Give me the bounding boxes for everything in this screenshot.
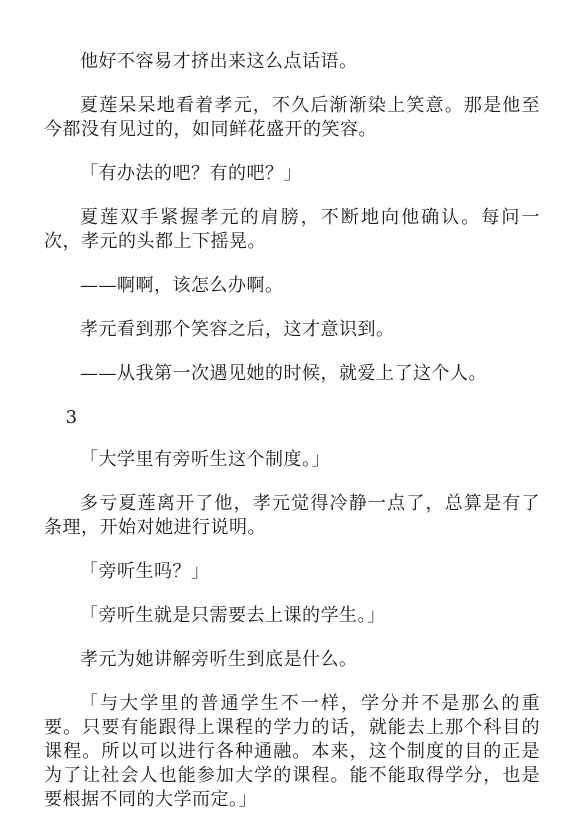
paragraph: 孝元看到那个笑容之后，这才意识到。 [80, 319, 395, 340]
inner-monologue: ——啊啊，该怎么办啊。 [80, 275, 284, 296]
paragraph: 夏莲双手紧握孝元的肩膀，不断地向他确认。每问一次，孝元的头都上下摇晃。 [44, 207, 540, 252]
paragraph: 夏莲呆呆地看着孝元，不久后渐渐染上笑意。那是他至今都没有见过的，如同鲜花盛开的笑容。 [44, 95, 540, 140]
dialogue-line: 「有办法的吧？有的吧？」 [80, 163, 302, 184]
inner-monologue: ——从我第一次遇见她的时候，就爱上了这个人。 [80, 363, 487, 384]
section-number: 3 [65, 407, 78, 428]
paragraph: 他好不容易才挤出来这么点话语。 [80, 51, 358, 72]
dialogue-line: 「与大学里的普通学生不一样，学分并不是那么的重要。只要有能跟得上课程的学力的话，就能去上那个科目的课程。所以可以进行各种通融。本来，这个制度的目的正是为了让社会人也能参加大学的课程。能不能取得学分，也是要根据不同的大学而定。」 [44, 693, 540, 810]
document-page [44, 50, 540, 832]
paragraph: 孝元为她讲解旁听生到底是什么。 [80, 649, 358, 670]
dialogue-line: 「旁听生吗？」 [80, 561, 210, 582]
paragraph: 多亏夏莲离开了他，孝元觉得冷静一点了，总算是有了条理，开始对她进行说明。 [44, 493, 540, 538]
dialogue-line: 「大学里有旁听生这个制度。」 [80, 449, 330, 470]
dialogue-line: 「旁听生就是只需要去上课的学生。」 [80, 605, 386, 626]
